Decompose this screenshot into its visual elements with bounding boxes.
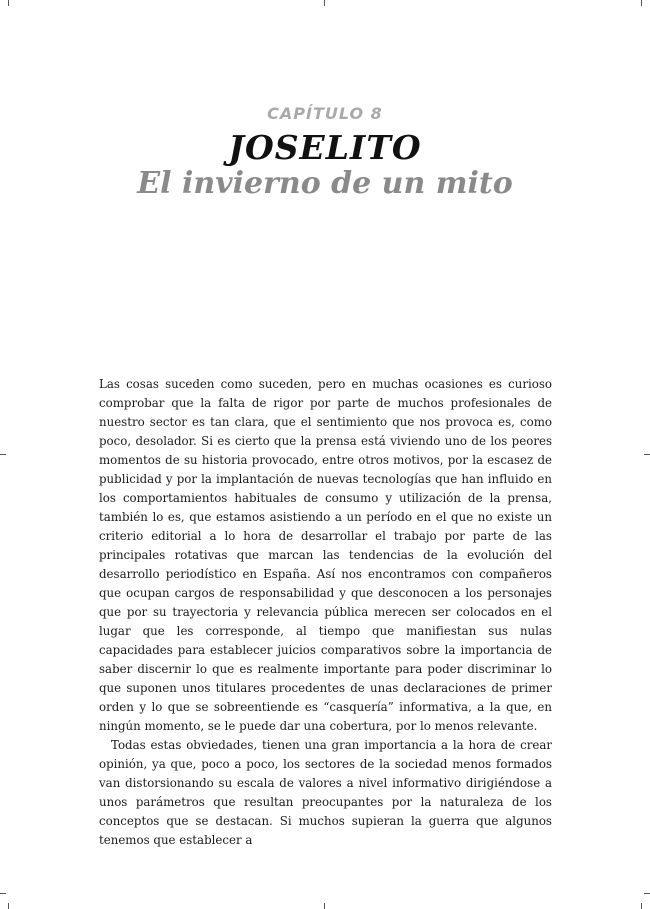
crop-mark-top-left — [8, 0, 9, 6]
body-text — [99, 375, 552, 850]
crop-mark-bottom-center — [324, 903, 325, 909]
crop-mark-bottom-right-h — [644, 893, 650, 894]
chapter-subtitle: El invierno de un mito — [137, 166, 513, 201]
chapter-label: CAPÍTULO 8 — [267, 104, 383, 123]
crop-mark-bottom-right — [641, 903, 642, 909]
paragraph: Todas estas obviedades, tienen una gran importancia a la hora de crear opinión, ya que, poco a poco, los sectores de la sociedad menos formados van distorsionando su escala de valores a nivel informativo dirigiéndose a unos parámetros que resultan preocupantes por la naturaleza de los conceptos que se destacan. Si muchos supieran la guerra que algunos tenemos que establecer a — [99, 738, 552, 847]
crop-mark-bottom-left — [8, 903, 9, 909]
crop-mark-top-center — [324, 0, 325, 6]
chapter-title: JOSELITO — [228, 128, 422, 167]
crop-mark-top-right — [641, 0, 642, 6]
crop-mark-mid-left — [0, 454, 6, 455]
paragraph: Las cosas suceden como suceden, pero en muchas ocasiones es curioso comprobar que la falta de rigor por parte de muchos profesionales de nuestro sector es tan clara, que el sentimiento que nos provoca es, como poco, desolador. Si es cierto que la prensa está viviendo uno de los peores momentos de su historia provocado, entre otros motivos, por la escasez de publicidad y por la implantación de nuevas tecnologías que han influido en los comportamientos habituales de consumo y utilización de la prensa, también lo es, que estamos asistiendo a un período en el que no existe un criterio editorial a lo hora de desarrollar el trabajo por parte de las principales rotativas que marcan las tendencias de la evolución del desarrollo periodístico en España. Así nos encontramos con compañeros que ocupan cargos de responsabilidad y que desconocen a los personajes que por su trayectoria y relevancia pública merecen ser colocados en el lugar que les corresponde, al tiempo que manifiestan sus nulas capacidades para establecer juicios comparativos sobre la importancia de saber discernir lo que es realmente importante para poder discriminar lo que suponen unos titulares procedentes de unas declaraciones de primer orden y lo que se sobreentiende es “casquería” informativa, a la que, en ningún momento, se le puede dar una cobertura, por lo menos relevante. — [99, 377, 552, 733]
crop-mark-bottom-left-h — [0, 893, 6, 894]
crop-mark-mid-right — [644, 454, 650, 455]
